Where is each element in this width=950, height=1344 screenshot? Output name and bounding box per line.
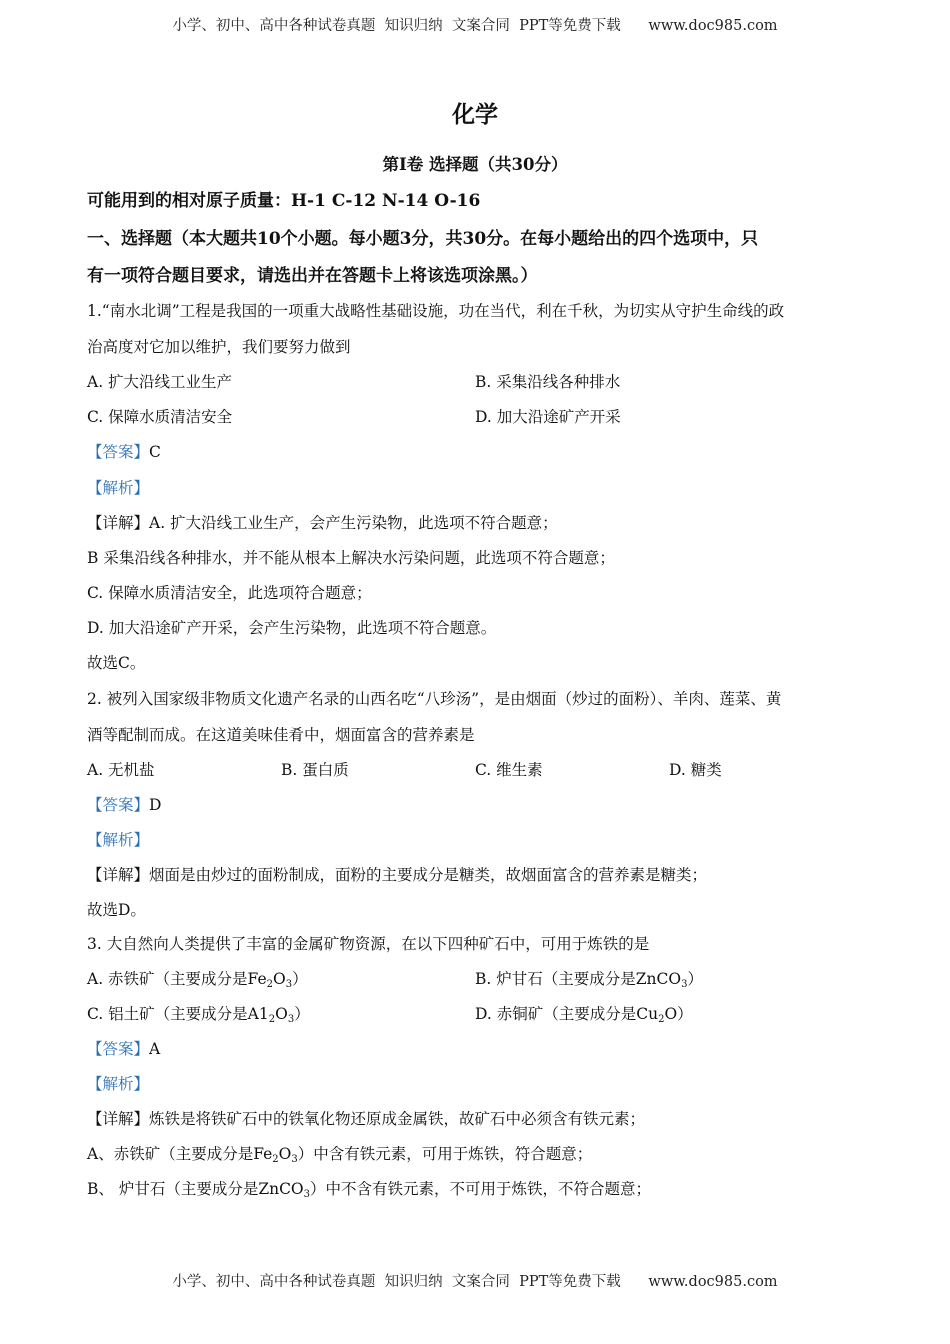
q2-stem-line2: 酒等配制而成。在这道美味佳肴中，烟面富含的营养素是 (87, 726, 475, 744)
q1-option-a: A. 扩大沿线工业生产 (87, 373, 233, 391)
analysis-label: 【解析】 (87, 479, 150, 497)
q3-detail-1 (87, 1108, 645, 1130)
q2-analysis (87, 829, 149, 851)
q1-detail-text-1: A. 扩大沿线工业生产，会产生污染物，此选项不符合题意； (149, 514, 558, 532)
analysis-label: 【解析】 (87, 1075, 150, 1093)
page-footer: 小学、初中、高中各种试卷真题 知识归纳 文案合同 PPT等免费下载 www.doc985.com (172, 1274, 778, 1290)
q3-analysis (87, 1073, 149, 1095)
q2-answer (87, 794, 161, 816)
q1-stem-line1: 1.“南水北调”工程是我国的一项重大战略性基础设施，功在当代，利在千秋，为切实从守护生命线的政 (87, 302, 785, 320)
detail-label: 【详解】 (87, 1110, 150, 1128)
q3-option-d: D. 赤铜矿（主要成分是$Cu_2O$） (475, 1005, 693, 1025)
q1-stem-line2: 治高度对它加以维护，我们要努力做到 (87, 338, 351, 356)
q1-option-d: D. 加大沿途矿产开采 (475, 408, 621, 426)
q3-detail-text-1: 炼铁是将铁矿石中的铁氧化物还原成金属铁，故矿石中必须含有铁元素； (149, 1110, 646, 1128)
q3-detail-3: B、 炉甘石（主要成分是ZnCO$_3$）中不含有铁元素，不可用于炼铁，不符合题意； (87, 1180, 652, 1200)
q3-detail-2: A、赤铁矿（主要成分是$Fe_2O_3$）中含有铁元素，可用于炼铁，符合题意； (87, 1145, 593, 1165)
answer-label: 【答案】 (87, 443, 150, 461)
page-header: 小学、初中、高中各种试卷真题 知识归纳 文案合同 PPT等免费下载 www.doc985.com (172, 18, 778, 34)
detail-label: 【详解】 (87, 866, 150, 884)
answer-label: 【答案】 (87, 1040, 150, 1058)
analysis-label: 【解析】 (87, 831, 150, 849)
q2-answer-value: D (149, 796, 162, 814)
q2-option-a: A. 无机盐 (87, 761, 155, 779)
q1-answer (87, 441, 161, 463)
q2-detail-1 (87, 864, 707, 886)
section-heading-line1: 一、选择题（本大题共10个小题。每小题3分，共30分。在每小题给出的四个选项中，只 (87, 229, 759, 249)
q1-detail-2: B 采集沿线各种排水，并不能从根本上解决水污染问题，此选项不符合题意； (87, 549, 615, 567)
q1-option-b: B. 采集沿线各种排水 (475, 373, 621, 391)
q2-stem-line1: 2. 被列入国家级非物质文化遗产名录的山西名吃“八珍汤”，是由烟面（炒过的面粉）、羊肉、莲菜、黄 (87, 690, 782, 708)
q2-option-c: C. 维生素 (475, 761, 543, 779)
q1-detail-3: C. 保障水质清洁安全，此选项符合题意； (87, 584, 372, 602)
q2-option-b: B. 蛋白质 (281, 761, 349, 779)
part-heading: 第I卷 选择题（共30分） (382, 155, 568, 174)
q1-analysis (87, 477, 149, 499)
q3-option-b: B. 炉甘石（主要成分是ZnCO$_3$） (475, 970, 703, 990)
atomic-masses: 可能用到的相对原子质量：H-1 C-12 N-14 O-16 (87, 191, 481, 211)
q3-option-c: C. 铝土矿（主要成分是$A1_2O_3$） (87, 1005, 310, 1025)
q1-detail-1 (87, 512, 558, 534)
q3-answer-value: A (149, 1040, 161, 1058)
q1-option-c: C. 保障水质清洁安全 (87, 408, 233, 426)
q2-detail-text-1: 烟面是由炒过的面粉制成，面粉的主要成分是糖类，故烟面富含的营养素是糖类； (149, 866, 708, 884)
q3-option-a: A. 赤铁矿（主要成分是$Fe_2O_3$） (87, 970, 308, 990)
detail-label: 【详解】 (87, 514, 150, 532)
q2-option-d: D. 糖类 (669, 761, 722, 779)
q3-stem-line1: 3. 大自然向人类提供了丰富的金属矿物资源，在以下四种矿石中，可用于炼铁的是 (87, 935, 650, 953)
q1-answer-value: C (149, 443, 161, 461)
page-title: 化学 (452, 101, 498, 128)
q1-conclusion: 故选C。 (87, 654, 146, 672)
q1-detail-4: D. 加大沿途矿产开采，会产生污染物，此选项不符合题意。 (87, 619, 497, 637)
q3-answer (87, 1038, 160, 1060)
q2-conclusion: 故选D。 (87, 901, 146, 919)
answer-label: 【答案】 (87, 796, 150, 814)
section-heading-line2: 有一项符合题目要求，请选出并在答题卡上将该选项涂黑。） (87, 266, 538, 286)
